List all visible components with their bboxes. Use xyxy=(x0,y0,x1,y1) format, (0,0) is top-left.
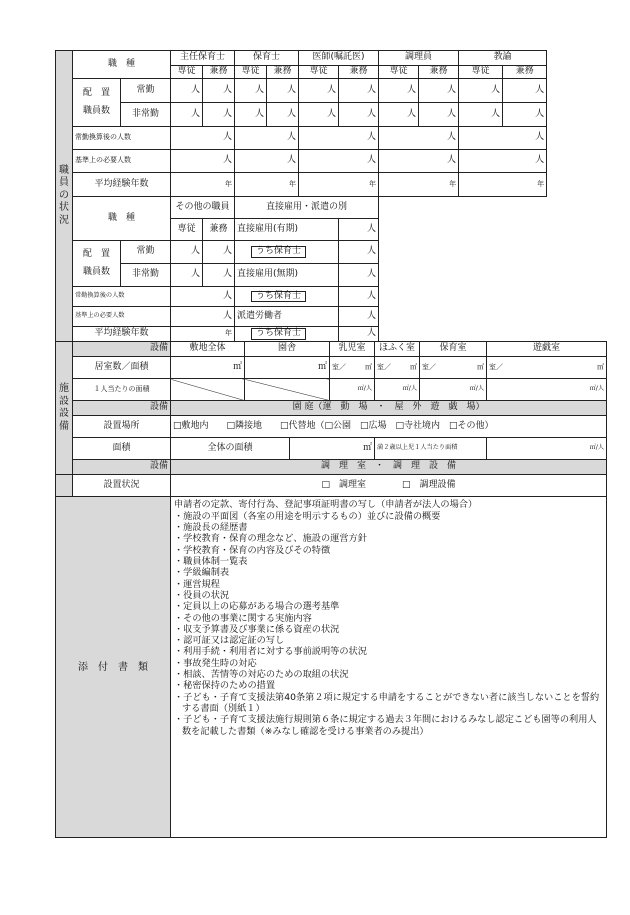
count-field[interactable]: 人 xyxy=(379,103,419,127)
nursery-sub-field[interactable]: 人 xyxy=(339,241,379,264)
count-field[interactable]: 人 xyxy=(379,79,419,103)
rooms-area-field[interactable]: 室／ ㎡ xyxy=(330,357,375,379)
job-head-cook: 調理員 xyxy=(379,51,459,66)
area-head-infant: 乳児室 xyxy=(330,342,375,357)
job-head-teacher: 教諭 xyxy=(459,51,547,66)
nursery-sub-label: うち保育士 xyxy=(235,327,339,342)
attachment-item: ・子ども・子育て支援法施行規則第６条に規定する過去３年間におけるみなし認定こども園等の利用人数を記載した書類（※みなし確認を受ける事業者のみ提出） xyxy=(174,714,597,737)
facility-label-tail xyxy=(56,475,73,497)
equipment-header: 設備 xyxy=(73,401,171,416)
per-child-label: 満２歳以上児１人当たり面積 xyxy=(375,438,487,460)
nursery-sub-label: うち保育士 xyxy=(235,241,339,264)
avg-years-label: 平均経験年数 xyxy=(73,173,171,197)
count-field[interactable]: 人 xyxy=(339,79,379,103)
direct-unfixed-field[interactable]: 人 xyxy=(339,264,379,287)
count-field[interactable]: 人 xyxy=(171,264,203,287)
nursery-sub-field[interactable]: 人 xyxy=(339,287,379,307)
assigned-staff-label: 配 置 職員数 xyxy=(73,79,121,127)
avg-years-label: 平均経験年数 xyxy=(73,327,171,342)
other-staff-header: その他の職員 xyxy=(171,197,235,219)
attachments-label: 添 付 書 類 xyxy=(56,497,171,838)
area-head-crawling: ほふく室 xyxy=(375,342,420,357)
col-fulltime: 専従 xyxy=(171,66,203,79)
attachments-list xyxy=(171,497,607,838)
employment-header: 直接雇用・派遣の別 xyxy=(235,197,379,219)
nursery-sub-field[interactable]: 人 xyxy=(339,327,379,342)
job-head-nursery: 保育士 xyxy=(235,51,299,66)
job-head-doctor: 医師(嘱託医) xyxy=(299,51,379,66)
col-fulltime: 専従 xyxy=(379,66,419,79)
attachment-item: ・子ども・子育て支援法第40条第２項に規定する申請をすることができない者に該当しないことを誓約する書面（別紙１） xyxy=(174,691,600,715)
equipment-header: 設備 xyxy=(73,342,171,357)
required-field[interactable]: 人 xyxy=(299,150,379,173)
count-field[interactable]: 人 xyxy=(171,103,203,127)
per-person-field[interactable]: ㎡/人 xyxy=(420,379,487,401)
attachment-item: ・認可証又は認定証の写し xyxy=(174,635,285,647)
col-parttime: 兼務 xyxy=(203,66,235,79)
job-type-header-2: 職 種 xyxy=(73,197,171,241)
count-field[interactable]: 人 xyxy=(419,103,459,127)
fte-field[interactable]: 人 xyxy=(379,127,459,150)
attachment-item: ・秘密保持のための措置 xyxy=(174,680,276,692)
fte-field[interactable]: 人 xyxy=(459,127,547,150)
count-field[interactable]: 人 xyxy=(339,103,379,127)
direct-fixed-field[interactable]: 人 xyxy=(339,219,379,241)
col-parttime: 兼務 xyxy=(419,66,459,79)
avg-years-field[interactable]: 年 xyxy=(379,173,459,197)
total-area-field[interactable]: ㎡ xyxy=(290,438,375,460)
required-label: 基準上の必要人数 xyxy=(73,150,171,173)
attachment-item: ・運営規程 xyxy=(174,578,220,590)
na-cell xyxy=(171,379,245,401)
kitchen-checkboxes[interactable]: □ 調理室 □ 調理設備 xyxy=(171,475,607,497)
kitchen-title: 調 理 室 ・ 調 理 設 備 xyxy=(171,460,607,475)
col-fulltime: 専従 xyxy=(299,66,339,79)
attachment-item: ・収支予算書及び事業に係る資産の状況 xyxy=(174,623,340,635)
count-field[interactable]: 人 xyxy=(419,79,459,103)
count-field[interactable]: 人 xyxy=(171,241,203,264)
fte-label: 常勤換算後の人数 xyxy=(73,127,171,150)
count-field[interactable]: 人 xyxy=(235,79,267,103)
col-parttime: 兼務 xyxy=(267,66,299,79)
required-field[interactable]: 人 xyxy=(171,307,235,327)
rooms-area-field[interactable]: 室／ ㎡ xyxy=(375,357,420,379)
rooms-area-label: 居室数／面積 xyxy=(73,357,171,379)
col-fulltime: 専従 xyxy=(459,66,503,79)
fte-field[interactable]: 人 xyxy=(235,127,299,150)
attachment-item: ・学校教育・保育の理念など、施設の運営方針 xyxy=(174,533,367,545)
per-person-field[interactable]: ㎡/人 xyxy=(330,379,375,401)
avg-years-field[interactable]: 年 xyxy=(235,173,299,197)
staff-status-table xyxy=(55,50,627,342)
per-person-field[interactable]: ㎡/人 xyxy=(375,379,420,401)
per-child-field[interactable]: ㎡/人 xyxy=(487,438,607,460)
na-cell xyxy=(245,379,330,401)
dispatched-label: 派遣労働者 xyxy=(235,307,339,327)
fte-field[interactable]: 人 xyxy=(171,127,235,150)
required-field[interactable]: 人 xyxy=(235,150,299,173)
fte-field[interactable]: 人 xyxy=(299,127,379,150)
regular-label: 常勤 xyxy=(121,79,171,103)
garden-title: 園 庭（運 動 場 ・ 屋 外 遊 戯 場） xyxy=(171,401,607,416)
avg-years-field[interactable]: 年 xyxy=(299,173,379,197)
required-label: 基準上の必要人数 xyxy=(73,307,171,327)
avg-years-field[interactable]: 年 xyxy=(171,327,235,342)
rooms-area-field[interactable]: 室／ ㎡ xyxy=(420,357,487,379)
attachment-item: ・職員体制一覧表 xyxy=(174,555,248,567)
application-form-sheet xyxy=(55,50,606,838)
area-head-nursery: 保育室 xyxy=(420,342,487,357)
staff-section-label: 職 員 の 状 況 xyxy=(56,51,73,342)
col-fulltime: 専従 xyxy=(171,219,203,241)
attachment-item: ・施設の平面図（各室の用途を明示するもの）並びに設備の概要 xyxy=(174,510,441,522)
area-head-playroom: 遊戯室 xyxy=(487,342,607,357)
count-field[interactable]: 人 xyxy=(299,103,339,127)
assigned-staff-label-2: 配 置 職員数 xyxy=(73,241,121,287)
attachment-item: ・学校教育・保育の内容及びその特徴 xyxy=(174,544,331,556)
equipment-header: 設備 xyxy=(73,460,171,475)
dispatched-field[interactable]: 人 xyxy=(339,307,379,327)
count-field[interactable]: 人 xyxy=(203,79,235,103)
facility-section-label: 施 設 設 備 xyxy=(56,342,73,475)
location-label: 設置場所 xyxy=(73,416,171,438)
attachments-table xyxy=(55,496,607,838)
attachment-item: ・学級編制表 xyxy=(174,567,230,579)
attachment-item: ・事故発生時の対応 xyxy=(174,657,257,669)
attachment-item: ・定員以上の応募がある場合の選考基準 xyxy=(174,601,340,613)
install-label: 設置状況 xyxy=(73,475,171,497)
direct-unfixed-label: 直接雇用(無期) xyxy=(235,264,339,287)
nonregular-label: 非常勤 xyxy=(121,103,171,127)
fte-field[interactable]: 人 xyxy=(171,287,235,307)
avg-years-field[interactable]: 年 xyxy=(459,173,547,197)
count-field[interactable]: 人 xyxy=(459,79,503,103)
direct-fixed-label: 直接雇用(有期) xyxy=(235,219,339,241)
area-head-site: 敷地全体 xyxy=(171,342,245,357)
col-fulltime: 専従 xyxy=(235,66,267,79)
count-field[interactable]: 人 xyxy=(267,79,299,103)
count-field[interactable]: 人 xyxy=(459,103,503,127)
rooms-area-field[interactable]: 室／ ㎡ xyxy=(487,357,607,379)
col-parttime: 兼務 xyxy=(339,66,379,79)
total-area-label: 全体の面積 xyxy=(171,438,290,460)
col-parttime: 兼務 xyxy=(203,219,235,241)
area-label: 面積 xyxy=(73,438,171,460)
attachment-item: 申請者の定款、寄付行為、登記事項証明書の写し（申請者が法人の場合） xyxy=(174,499,478,511)
count-field[interactable]: 人 xyxy=(203,103,235,127)
area-head-building: 園舎 xyxy=(245,342,330,357)
job-head-chief-nursery: 主任保育士 xyxy=(171,51,235,66)
attachment-item: ・相談、苦情等の対応のための取組の状況 xyxy=(174,669,349,681)
count-field[interactable]: 人 xyxy=(299,79,339,103)
attachment-item: ・施設長の経歴書 xyxy=(174,522,248,534)
attachment-item: ・役員の状況 xyxy=(174,589,230,601)
per-person-label: １人当たりの面積 xyxy=(73,379,171,401)
col-parttime: 兼務 xyxy=(503,66,547,79)
avg-years-field[interactable]: 年 xyxy=(171,173,235,197)
nonregular-label: 非常勤 xyxy=(121,264,171,287)
area-field[interactable]: ㎡ xyxy=(171,357,245,379)
attachment-item: ・利用手続・利用者に対する事前説明等の状況 xyxy=(174,646,367,658)
facility-table xyxy=(55,341,607,497)
regular-label: 常勤 xyxy=(121,241,171,264)
count-field[interactable]: 人 xyxy=(503,103,547,127)
count-field[interactable]: 人 xyxy=(267,103,299,127)
required-field[interactable]: 人 xyxy=(379,150,459,173)
required-field[interactable]: 人 xyxy=(459,150,547,173)
required-field[interactable]: 人 xyxy=(171,150,235,173)
count-field[interactable]: 人 xyxy=(235,103,267,127)
fte-label: 常勤換算後の人数 xyxy=(73,287,171,307)
area-field[interactable]: ㎡ xyxy=(245,357,330,379)
count-field[interactable]: 人 xyxy=(203,264,235,287)
per-person-field[interactable]: ㎡/人 xyxy=(487,379,607,401)
location-checkboxes[interactable]: □敷地内 □隣接地 □代替地（□公園 □広場 □寺社境内 □その他） xyxy=(171,416,607,438)
count-field[interactable]: 人 xyxy=(171,79,203,103)
nursery-sub-label: うち保育士 xyxy=(235,287,339,307)
count-field[interactable]: 人 xyxy=(203,241,235,264)
job-type-header: 職 種 xyxy=(73,51,171,79)
count-field[interactable]: 人 xyxy=(503,79,547,103)
attachment-item: ・その他の事業に関する実施内容 xyxy=(174,612,312,624)
